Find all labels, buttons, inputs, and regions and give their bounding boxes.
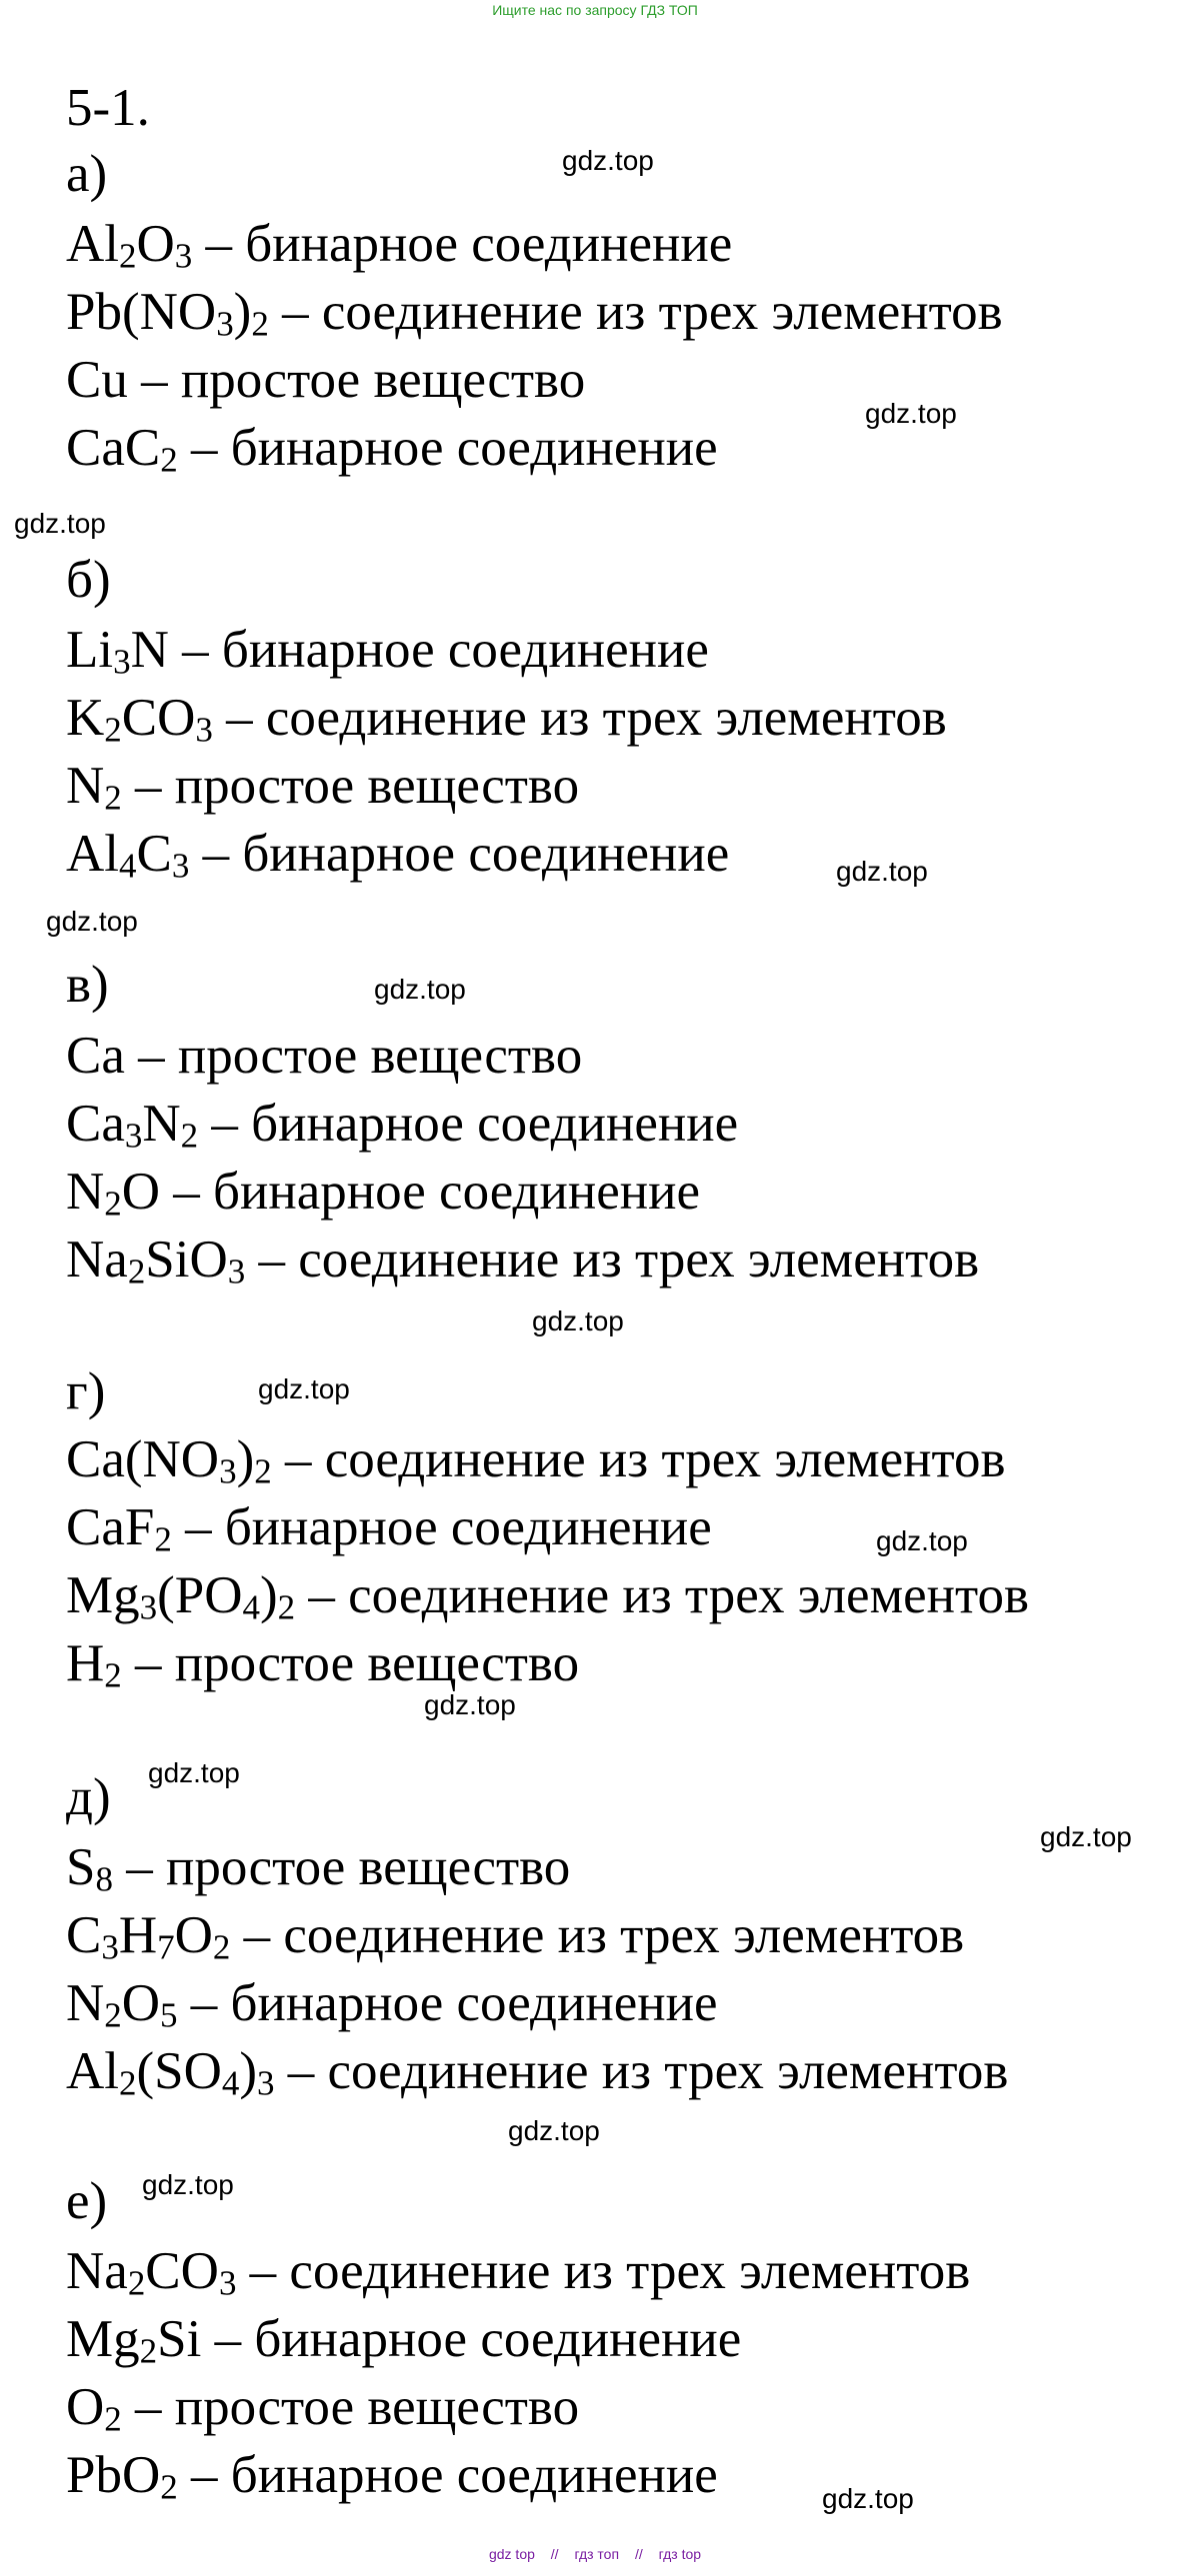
answer-line (66, 2241, 970, 2301)
footer-separator: // (634, 2546, 643, 2562)
answer-line (66, 1633, 579, 1693)
compound-classification: – соединение из трех элементов (295, 1566, 1029, 1624)
answer-line (66, 1094, 738, 1154)
chemical-formula: $N_2O_5$ (66, 1974, 178, 2035)
compound-classification: – соединение из трех элементов (271, 1430, 1006, 1488)
compound-classification: – бинарное соединение (171, 1498, 712, 1556)
answer-line (66, 620, 709, 680)
answer-line (66, 2041, 1008, 2101)
answer-line (66, 1565, 1029, 1625)
section-label: д) (66, 1768, 111, 1826)
chemical-formula: $H_2$ (66, 1634, 122, 1695)
compound-classification: – бинарное соединение (177, 2446, 718, 2504)
watermark-label: gdz.top (14, 508, 106, 539)
footer-separator: // (550, 2546, 559, 2562)
compound-classification: – простое вещество (121, 757, 580, 815)
answer-line (66, 1230, 979, 1289)
compound-classification: – бинарное соединение (189, 825, 730, 883)
compound-classification: – соединение из трех элементов (236, 2242, 971, 2300)
compound-classification: – простое вещество (112, 1838, 571, 1896)
chemical-formula: $Ca(NO_3)_2$ (66, 1430, 272, 1491)
footer (0, 2546, 1190, 2562)
answer-line (66, 1026, 582, 1086)
chemical-formula: CaF$_2$ (66, 1498, 172, 1559)
chemical-formula: $N_2$ (66, 757, 122, 818)
answer-line (66, 2309, 741, 2369)
chemical-formula: $K_2CO_3$ (66, 689, 213, 750)
chemical-formula: $Al_4C_3$ (66, 825, 190, 886)
compound-classification: – простое вещество (121, 2378, 580, 2436)
footer-link[interactable]: gdz top (488, 2546, 535, 2562)
answer-line (66, 282, 1003, 342)
chemical-formula: $S_8$ (66, 1838, 113, 1899)
section-label: а) (66, 145, 108, 203)
compound-classification: – бинарное соединение (160, 1163, 701, 1221)
compound-classification: – бинарное соединение (201, 2310, 742, 2368)
watermark-label: gdz.top (876, 1525, 968, 1556)
compound-classification: – соединение из трех элементов (212, 689, 947, 747)
footer-link[interactable]: гдз топ (574, 2546, 620, 2562)
chemical-formula: $Pb(NO_3)_2$ (66, 283, 269, 344)
chemical-formula: $Mg_2Si$ (66, 2310, 202, 2371)
watermark-label: gdz.top (508, 2115, 600, 2146)
answer-line (66, 1837, 570, 1897)
section-label: б) (66, 551, 111, 609)
answer-line (66, 1497, 712, 1557)
watermark-label: gdz.top (836, 856, 928, 887)
watermark-label: gdz.top (1040, 1821, 1132, 1852)
compound-classification: – простое вещество (127, 351, 586, 409)
section-label: е) (66, 2172, 108, 2230)
exercise-title: 5-1. (66, 79, 150, 137)
chemical-formula: $Ca_3N_2$ (66, 1095, 199, 1156)
compound-classification: – простое вещество (121, 1634, 580, 1692)
chemical-formula: Ca (66, 1027, 125, 1085)
compound-classification: – соединение из трех элементов (230, 1906, 965, 1964)
watermark-label: gdz.top (424, 1689, 516, 1720)
compound-classification: – бинарное соединение (198, 1095, 739, 1153)
chemical-formula: $Na_2CO_3$ (66, 2242, 237, 2303)
chemical-formula: PbO$_2$ (66, 2446, 178, 2507)
chemical-formula: $C_3H_7O_2$ (66, 1906, 231, 1967)
answer-line (66, 2445, 718, 2505)
top-banner[interactable]: Ищите нас по запросу ГДЗ ТОП (492, 2, 698, 18)
section-label: в) (66, 956, 109, 1014)
compound-classification: – простое вещество (124, 1027, 583, 1085)
compound-classification: – бинарное соединение (192, 215, 733, 273)
section-label: г) (66, 1362, 106, 1420)
chemical-formula: $Li_3N$ (66, 621, 169, 682)
chemical-formula: $Al_2(SO_4)_3$ (66, 2042, 275, 2103)
watermark-label: gdz.top (865, 398, 957, 429)
watermark-label: gdz.top (258, 1373, 350, 1404)
answer-line (66, 350, 585, 410)
chemical-formula: $Mg_3(PO_4)_2$ (66, 1566, 296, 1627)
answer-line (66, 418, 718, 478)
answer-line (66, 214, 732, 274)
answer-line (66, 756, 579, 816)
chemical-formula: $O_2$ (66, 2378, 122, 2439)
answer-line (66, 1162, 700, 1222)
watermark-label: gdz.top (374, 974, 466, 1005)
answer-line (66, 688, 947, 748)
answer-line (66, 2377, 579, 2437)
watermark-label: gdz.top (46, 906, 138, 937)
answer-line (66, 1973, 718, 2033)
chemical-formula: Cu (66, 351, 128, 409)
chemical-formula: CaC$_2$ (66, 419, 178, 480)
chemical-formula: $N_2O$ (66, 1163, 161, 1224)
watermark-label: gdz.top (142, 2169, 234, 2200)
watermark-label: gdz.top (822, 2483, 914, 2514)
compound-classification: – бинарное соединение (177, 419, 718, 477)
footer-link[interactable]: гдз top (658, 2546, 702, 2562)
compound-classification: – бинарное соединение (177, 1974, 718, 2032)
answer-line (66, 1905, 964, 1965)
compound-classification: – бинарное соединение (168, 621, 709, 679)
compound-classification: – соединение из трех элементов (245, 1231, 980, 1288)
answer-line (66, 1429, 1006, 1489)
compound-classification: – соединение из трех элементов (268, 283, 1003, 341)
watermark-label: gdz.top (532, 1305, 624, 1336)
watermark-label: gdz.top (562, 145, 654, 176)
chemical-formula: $Al_2O_3$ (66, 215, 193, 276)
answer-line (66, 824, 729, 884)
watermark-label: gdz.top (148, 1757, 240, 1788)
chemical-formula: $Na_2SiO_3$ (66, 1231, 246, 1291)
compound-classification: – соединение из трех элементов (274, 2042, 1009, 2100)
